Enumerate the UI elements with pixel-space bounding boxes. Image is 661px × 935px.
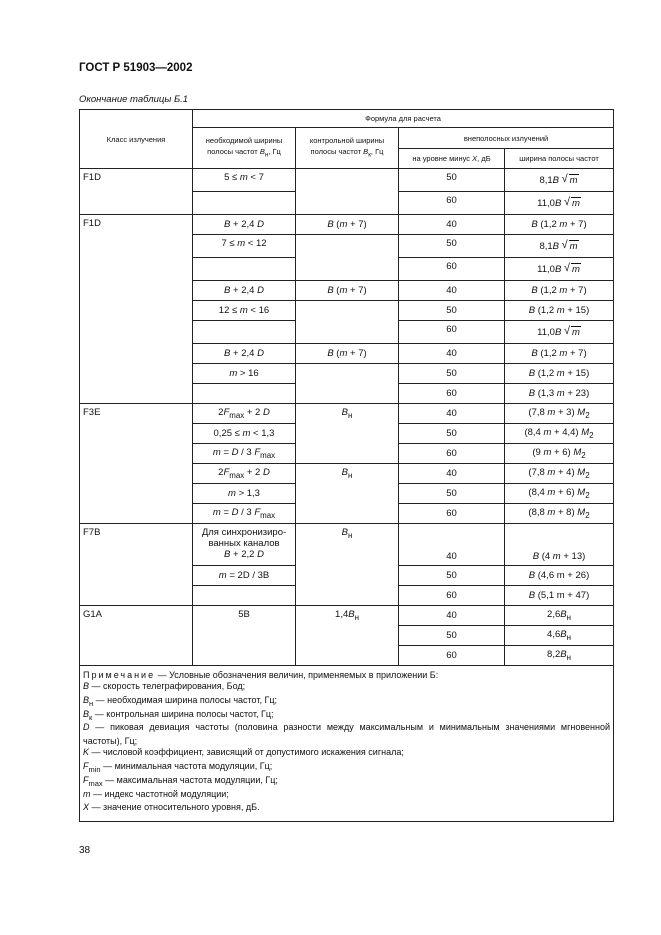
bandwidth-cell: B (1,2 m + 7) xyxy=(505,281,614,301)
header-level: на уровне минус X, дБ xyxy=(399,149,505,169)
bandwidth-cell: 11,0B √ m xyxy=(505,321,614,344)
necessary-cell: 12 ≤ m < 16 xyxy=(193,301,296,321)
control-cell xyxy=(296,301,399,344)
necessary-cell: 5B xyxy=(193,606,296,666)
bandwidth-cell: 8,1B √ m xyxy=(505,169,614,192)
level-cell: 60 xyxy=(399,258,505,281)
note-item: $B_к$ — контрольная ширина полосы частот, Гц; xyxy=(83,708,274,722)
note-item: m — индекс частотной модуляции; xyxy=(83,788,229,799)
bandwidth-cell: (8,8 m + 8) $M_2$ xyxy=(505,504,614,524)
necessary-cell xyxy=(193,384,296,404)
necessary-cell: B + 2,4 D xyxy=(193,281,296,301)
level-cell: 60 xyxy=(399,504,505,524)
document-title: ГОСТ Р 51903—2002 xyxy=(79,62,193,74)
class-cell: F7B xyxy=(80,524,193,606)
control-cell: $1,4B_н$ xyxy=(296,606,399,666)
control-cell: $B_н$ xyxy=(296,524,399,606)
necessary-cell: Для синхронизиро- ванных каналов B + 2,2 D xyxy=(193,524,296,566)
necessary-cell xyxy=(193,258,296,281)
level-cell: 40 xyxy=(399,606,505,626)
header-control: контрольной ширины полосы частот $В_к$, Гц xyxy=(296,128,399,169)
note-intro: Примечание — Условные обозначения величин, применяемых в приложении Б: xyxy=(83,670,439,680)
control-cell xyxy=(296,235,399,281)
bandwidth-cell: B (1,2 m + 15) xyxy=(505,301,614,321)
necessary-cell: m = D / 3 $F_{max}$ xyxy=(193,444,296,464)
level-cell: 50 xyxy=(399,301,505,321)
necessary-cell: 0,25 ≤ m < 1,3 xyxy=(193,424,296,444)
necessary-cell: 7 ≤ m < 12 xyxy=(193,235,296,258)
bandwidth-cell: 8,1B √ m xyxy=(505,235,614,258)
bandwidth-cell: B (1,2 m + 7) xyxy=(505,344,614,364)
header-out-of-band: внеполосных излучений xyxy=(399,128,614,149)
level-cell: 50 xyxy=(399,235,505,258)
note-cell xyxy=(80,666,614,822)
class-cell: F1D xyxy=(80,215,193,404)
note-item: $F_{min}$ — минимальная частота модуляции, Гц; xyxy=(83,760,273,774)
table-caption: Окончание таблицы Б.1 xyxy=(79,94,189,105)
bandwidth-cell: $2,6B_н$ xyxy=(505,606,614,626)
bandwidth-cell: B (1,2 m + 7) xyxy=(505,215,614,235)
level-cell: 40 xyxy=(399,281,505,301)
necessary-cell: 5 ≤ m < 7 xyxy=(193,169,296,192)
bandwidth-cell: 11,0B √ m xyxy=(505,192,614,215)
level-cell: 40 xyxy=(399,215,505,235)
emission-formula-table xyxy=(79,109,614,822)
class-cell: F1D xyxy=(80,169,193,215)
note-item: $B_н$ — необходимая ширина полосы частот, Гц; xyxy=(83,694,278,708)
bandwidth-cell: $4,6B_н$ xyxy=(505,626,614,646)
bandwidth-cell: B (5,1 m + 47) xyxy=(505,586,614,606)
bandwidth-cell: (7,8 m + 4) $M_2$ xyxy=(505,464,614,484)
necessary-cell xyxy=(193,192,296,215)
bandwidth-cell: (8,4 m + 6) $M_2$ xyxy=(505,484,614,504)
level-cell: 50 xyxy=(399,169,505,192)
bandwidth-cell: B (1,2 m + 15) xyxy=(505,364,614,384)
header-bandwidth: ширина полосы частот xyxy=(505,149,614,169)
header-class: Класс излучения xyxy=(80,110,193,169)
level-cell: 60 xyxy=(399,321,505,344)
control-cell: B (m + 7) xyxy=(296,281,399,301)
level-cell: 60 xyxy=(399,586,505,606)
necessary-cell: m > 16 xyxy=(193,364,296,384)
necessary-cell: m > 1,3 xyxy=(193,484,296,504)
necessary-cell: B + 2,4 D xyxy=(193,215,296,235)
bandwidth-cell: $8,2B_н$ xyxy=(505,646,614,666)
note-item: B — скорость телеграфирования, Бод; xyxy=(83,681,246,691)
class-cell: G1A xyxy=(80,606,193,666)
necessary-cell: $2F_{max} + 2$ D xyxy=(193,404,296,424)
level-cell: 50 xyxy=(399,626,505,646)
bandwidth-cell: (9 m + 6) $M_2$ xyxy=(505,444,614,464)
control-cell: B (m + 7) xyxy=(296,215,399,235)
table-row xyxy=(80,524,614,566)
bandwidth-cell: (8,4 m + 4,4) $M_2$ xyxy=(505,424,614,444)
necessary-cell: m = 2D / 3B xyxy=(193,566,296,586)
control-cell: $B_н$ xyxy=(296,404,399,464)
table-row xyxy=(80,169,614,192)
level-cell: 40 xyxy=(399,464,505,484)
level-cell: 60 xyxy=(399,192,505,215)
level-cell: 50 xyxy=(399,364,505,384)
table-row xyxy=(80,215,614,235)
note-row xyxy=(80,666,614,822)
bandwidth-cell: B (4 m + 13) xyxy=(505,524,614,566)
control-cell: $B_н$ xyxy=(296,464,399,524)
level-cell: 60 xyxy=(399,444,505,464)
level-cell: 50 xyxy=(399,484,505,504)
necessary-cell: m = D / 3 $F_{max}$ xyxy=(193,504,296,524)
level-cell: 40 xyxy=(399,404,505,424)
necessary-cell xyxy=(193,321,296,344)
header-necessary: необходимой ширины полосы частот $В_н$, Гц xyxy=(193,128,296,169)
necessary-cell xyxy=(193,586,296,606)
level-cell: 40 xyxy=(399,524,505,566)
bandwidth-cell: (7,8 m + 3) $M_2$ xyxy=(505,404,614,424)
note-item: $F_{max}$ — максимальная частота модуляции, Гц; xyxy=(83,774,278,788)
control-cell xyxy=(296,364,399,404)
table-row xyxy=(80,404,614,424)
control-cell xyxy=(296,169,399,215)
bandwidth-cell: 11,0B √ m xyxy=(505,258,614,281)
note-item: D — пиковая девиация частоты (половина разности между максимальным и минимальным значениями мгновенной частоты), Гц; xyxy=(83,722,611,747)
level-cell: 60 xyxy=(399,384,505,404)
note-item: K — числовой коэффициент, зависящий от допустимого искажения сигнала; xyxy=(83,747,404,758)
bandwidth-cell: B (1,3 m + 23) xyxy=(505,384,614,404)
necessary-cell: $2F_{max} + 2$ D xyxy=(193,464,296,484)
necessary-cell: B + 2,4 D xyxy=(193,344,296,364)
header-formula: Формула для расчета xyxy=(193,110,614,128)
level-cell: 50 xyxy=(399,566,505,586)
table-header-row xyxy=(80,110,614,128)
level-cell: 40 xyxy=(399,344,505,364)
page-number: 38 xyxy=(79,845,91,856)
level-cell: 60 xyxy=(399,646,505,666)
class-cell: F3E xyxy=(80,404,193,524)
control-cell: B (m + 7) xyxy=(296,344,399,364)
note-item: X — значение относительного уровня, дБ. xyxy=(83,802,260,813)
level-cell: 50 xyxy=(399,424,505,444)
bandwidth-cell: B (4,6 m + 26) xyxy=(505,566,614,586)
table-row xyxy=(80,606,614,626)
